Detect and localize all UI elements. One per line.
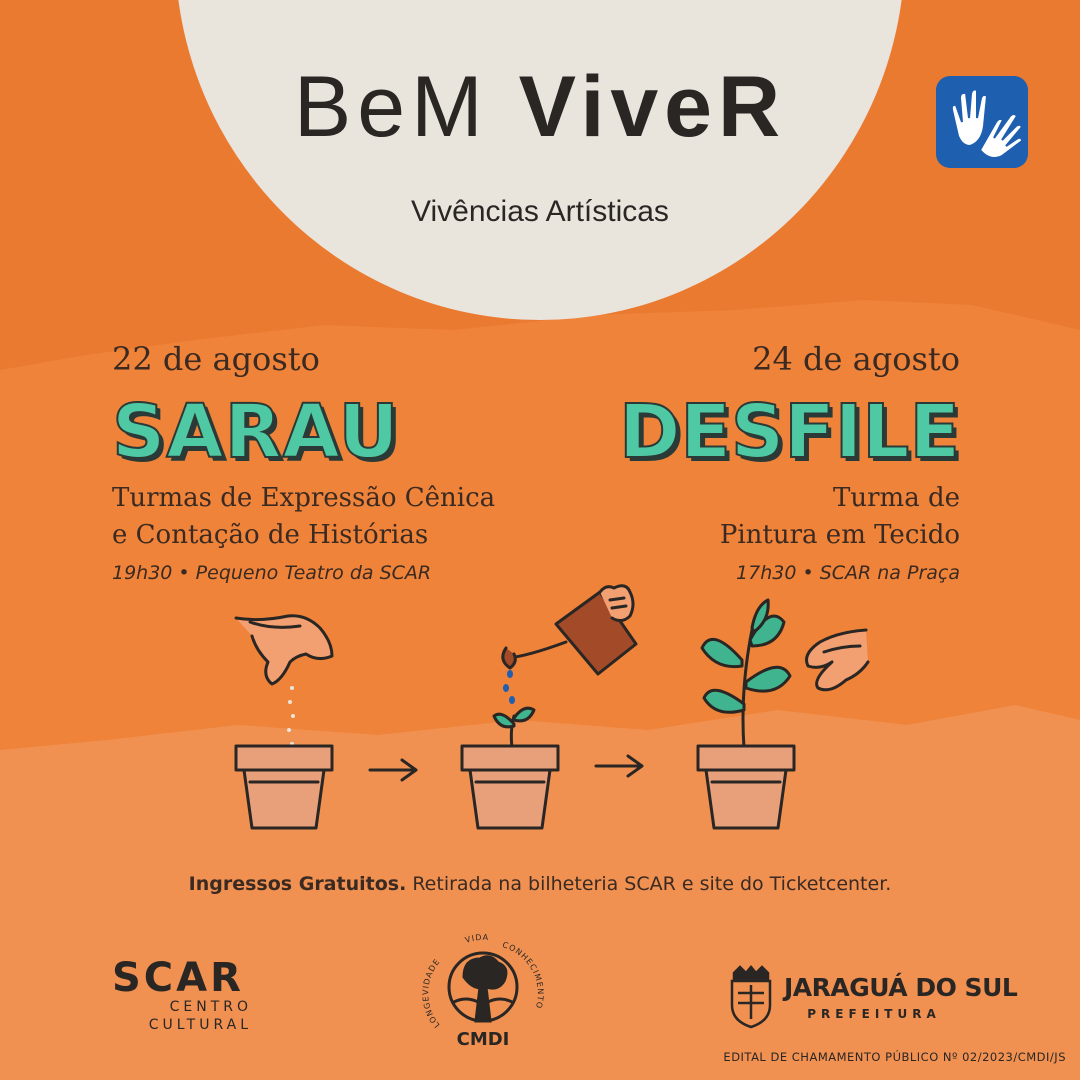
- flower-pot-empty-icon: [236, 746, 332, 828]
- cmdi-tree-icon: [449, 953, 517, 1021]
- tickets-bold: Ingressos Gratuitos.: [188, 873, 407, 895]
- event-description-line: Turmas de Expressão Cênica: [112, 483, 496, 513]
- watering-can-icon: [503, 586, 636, 674]
- svg-text:VIDA: [464, 933, 490, 945]
- flower-pot-plant-icon: [698, 600, 794, 828]
- scar-logo-name: SCAR: [112, 955, 244, 1001]
- event-date: 24 de agosto: [752, 340, 960, 378]
- title-word-1: BeM: [293, 59, 489, 155]
- cmdi-arc-left: LONGEVIDADE: [421, 956, 442, 1030]
- cmdi-arc-right: CONHECIMENTO: [501, 940, 545, 1011]
- coat-of-arms-icon: [726, 965, 776, 1029]
- event-date: 22 de agosto: [112, 340, 320, 378]
- page-subtitle: Vivências Artísticas: [411, 195, 669, 228]
- event-description-line: e Contação de Histórias: [112, 520, 429, 550]
- water-drops: [503, 670, 515, 704]
- hand-caring-icon: [807, 630, 869, 690]
- event-time-place: 19h30 • Pequeno Teatro da SCAR: [112, 562, 432, 584]
- event-description-line: Turma de: [833, 483, 960, 513]
- scar-logo-sub: CENTRO: [169, 999, 252, 1015]
- tickets-info: [0, 873, 1080, 895]
- jaragua-logo-name: JARAGUÁ DO SUL: [784, 973, 1018, 1002]
- scar-logo-sub: CULTURAL: [148, 1017, 252, 1033]
- svg-text:LONGEVIDADE: [421, 957, 442, 1029]
- tickets-text: Retirada na bilheteria SCAR e site do Ticketcenter.: [406, 873, 892, 895]
- event-name: SARAU: [112, 389, 400, 475]
- arrow-right-icon: [370, 760, 416, 780]
- event-name: DESFILE: [618, 389, 960, 475]
- event-desfile: [500, 340, 960, 584]
- title-word-2: ViveR: [518, 59, 787, 155]
- hand-sowing-icon: [236, 616, 332, 684]
- event-time-place: 17h30 • SCAR na Praça: [736, 562, 960, 584]
- event-description: [500, 480, 960, 554]
- jaragua-logo-sub: PREFEITURA: [807, 1007, 941, 1021]
- arrow-right-icon: [596, 756, 642, 776]
- cmdi-logo: [418, 925, 548, 1050]
- event-description-line: Pintura em Tecido: [719, 520, 960, 550]
- cmdi-logo-name: CMDI: [456, 1029, 510, 1050]
- edital-footer: EDITAL DE CHAMAMENTO PÚBLICO Nº 02/2023/CMDI/JS: [723, 1050, 1066, 1064]
- page-title: [0, 58, 1080, 157]
- cmdi-arc-top: VIDA: [463, 932, 490, 945]
- libras-hands-icon: [936, 76, 1028, 168]
- moon-circle: [175, 0, 905, 320]
- scar-logo: [112, 955, 252, 1048]
- jaragua-logo: [726, 965, 1018, 1035]
- flower-pot-sprout-icon: [462, 708, 558, 828]
- planting-illustration: [0, 570, 1080, 860]
